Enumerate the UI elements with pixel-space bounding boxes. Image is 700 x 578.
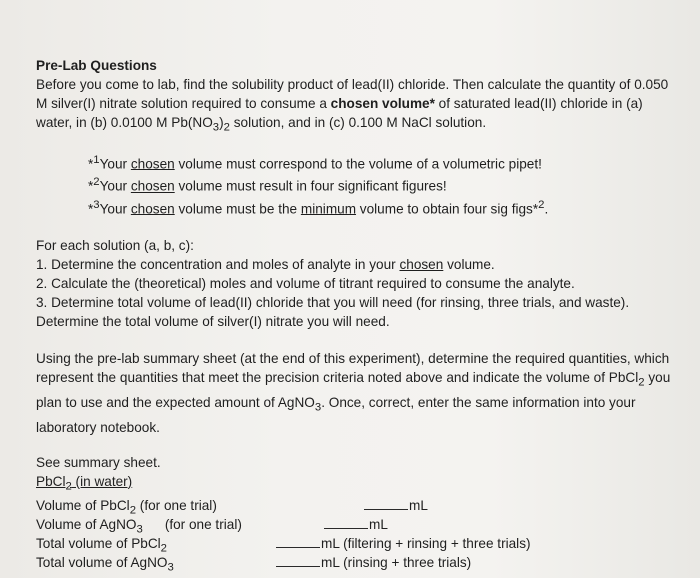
summary-text-2: you plan to use and the expected amount of AgNO (36, 370, 671, 411)
summary-sub-2: 3 (314, 401, 322, 414)
note-sup: 2 (93, 176, 100, 189)
intro-bold: chosen volume* (330, 96, 435, 111)
note-sup: 2 (538, 198, 545, 211)
note-text: Your (99, 201, 131, 217)
sheet-heading (36, 472, 676, 497)
step-1 (36, 255, 676, 274)
intro-sub-2: 2 (223, 121, 230, 134)
summary-sub-1: 2 (638, 377, 645, 390)
intro-text-4: solution, and in (c) 0.100 M NaCl solution. (229, 115, 487, 130)
row-label-sub: 3 (136, 524, 143, 537)
sheet-row-agno3-total (36, 553, 676, 575)
page-title: Pre-Lab Questions (36, 58, 157, 73)
steps-section (36, 236, 676, 331)
footnote-2 (88, 173, 676, 196)
row-label-text: Volume of AgNO (36, 517, 137, 533)
note-mark: * (88, 201, 94, 217)
footnotes (36, 151, 676, 219)
note-text: volume must be the (174, 201, 301, 217)
answer-blank[interactable] (364, 496, 408, 510)
summary-sheet (36, 453, 676, 573)
note-text: Your (99, 178, 131, 194)
summary-text-1: Using the pre-lab summary sheet (at the end of this experiment), determine the required quantities, which represent the quantities that meet the precision criteria noted above and indicate the volume of PbCl (36, 351, 670, 386)
row-label-sub: 2 (160, 543, 167, 556)
row-label-post: (for one trial) (164, 517, 242, 533)
step-1-text: 1. Determine the concentration and moles of analyte in your (36, 257, 400, 273)
sheet-heading-text: PbCl (36, 473, 66, 489)
row-unit: mL (filtering + rinsing + three trials) (321, 536, 531, 552)
document-body (36, 56, 676, 575)
note-underline: chosen (130, 201, 175, 217)
answer-blank[interactable] (276, 534, 320, 548)
sheet-heading-post: (in water) (71, 473, 133, 489)
sheet-row-agno3-trial (36, 515, 676, 537)
sheet-row-pbcl2-total (36, 534, 676, 556)
steps-lead: For each solution (a, b, c): (36, 238, 194, 254)
note-sup: 1 (93, 153, 100, 166)
note-mark: * (88, 156, 94, 172)
note-underline: chosen (130, 156, 175, 172)
row-unit: mL (rinsing + three trials) (321, 555, 472, 571)
answer-blank[interactable] (324, 515, 368, 529)
intro-text-1: Before you come to lab, find the solubility product of lead(II) chloride. Then calculate the quantity of 0.050 M silver(I) nitrate solution required to consume a (36, 77, 669, 111)
row-unit: mL (369, 517, 388, 533)
footnote-1 (88, 151, 676, 174)
row-label-text: Volume of PbCl (36, 498, 130, 514)
intro-text-2: of saturated lead(II) chloride in (a) water, in (b) 0.0100 M Pb(NO (36, 96, 643, 130)
row-label-text: Total volume of AgNO (36, 555, 168, 571)
summary-text-3: . Once, correct, enter the same information into your laboratory notebook. (36, 395, 636, 435)
intro-paragraph (36, 75, 676, 138)
answer-blank[interactable] (276, 553, 320, 567)
row-label-sub: 2 (129, 505, 137, 518)
intro-text-3: ) (219, 115, 224, 130)
see-summary-sheet: See summary sheet. (36, 454, 161, 470)
note-text: volume must correspond to the volume of a volumetric pipet! (174, 156, 542, 172)
summary-text (36, 349, 676, 436)
note-mark: * (88, 178, 94, 194)
row-label-sub: 3 (167, 562, 174, 575)
row-label-text: Total volume of PbCl (36, 536, 161, 552)
sheet-heading-sub: 2 (65, 480, 72, 493)
note-text: volume to obtain four sig figs* (356, 201, 539, 217)
step-1-text-end: volume. (443, 257, 495, 273)
sheet-row-pbcl2-trial (36, 496, 676, 518)
step-1-underline: chosen (399, 257, 444, 273)
note-underline: chosen (130, 178, 175, 194)
row-label (36, 553, 276, 578)
row-unit: mL (409, 498, 428, 514)
note-underline: minimum (300, 201, 357, 217)
note-text: . (544, 201, 549, 217)
summary-paragraph (36, 349, 676, 436)
step-2: 2. Calculate the (theoretical) moles and volume of titrant required to consume the analyte. (36, 276, 575, 292)
intro-sub-1: 3 (212, 121, 220, 134)
row-label-post: (for one trial) (136, 498, 217, 514)
note-text: volume must result in four significant figures! (174, 178, 447, 194)
footnote-3 (88, 196, 676, 219)
step-3: 3. Determine total volume of lead(II) chloride that you will need (for rinsing, three trials, and waste). Determine the total volume of silver(I) nitrate you will need. (36, 295, 630, 330)
note-sup: 3 (93, 198, 100, 211)
note-text: Your (99, 156, 131, 172)
